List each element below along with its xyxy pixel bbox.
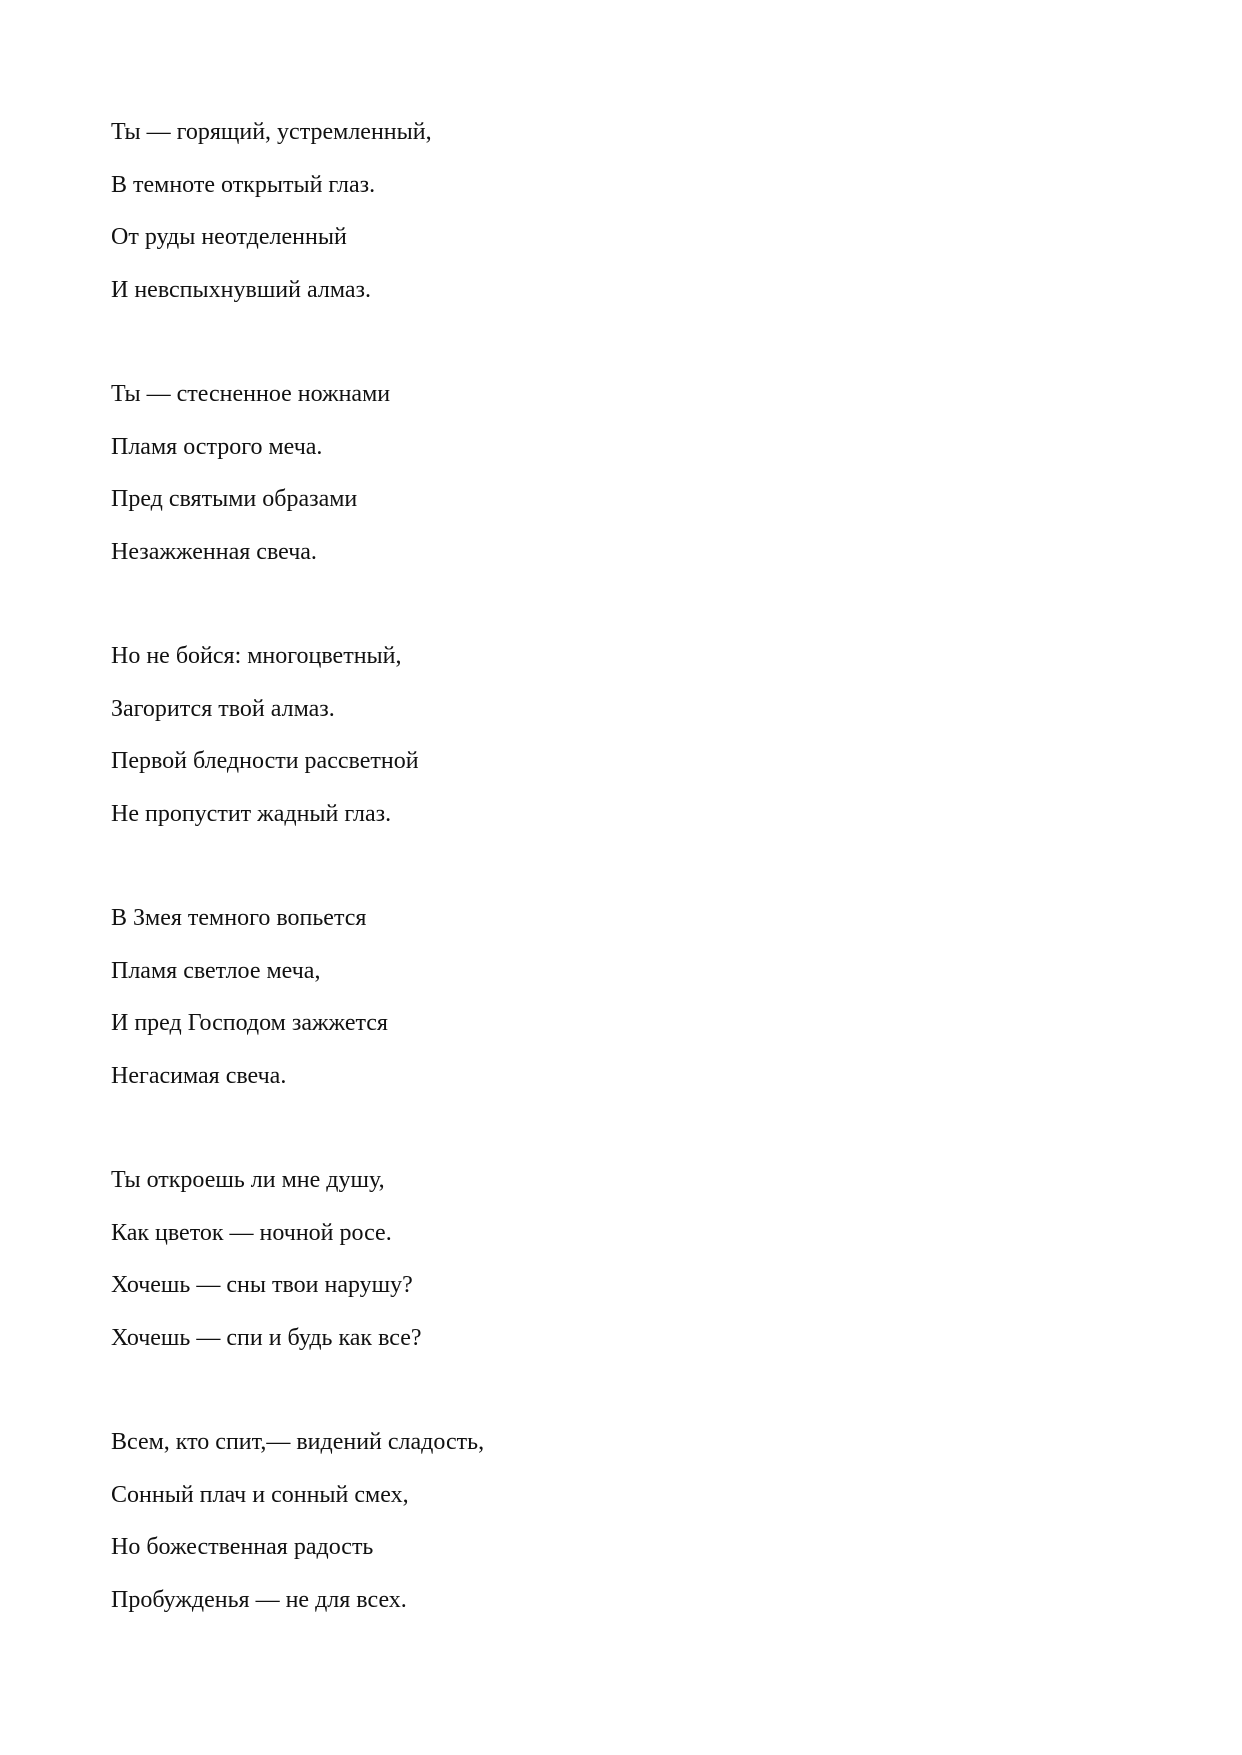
- poem-line: Всем, кто спит,— видений сладость,: [111, 1429, 485, 1455]
- poem-line: Пламя светлое меча,: [111, 957, 321, 984]
- poem-line: Пред святыми образами: [111, 486, 358, 512]
- poem-line: Пробужденья — не для всех.: [111, 1586, 407, 1613]
- stanza-3: [111, 630, 1111, 840]
- poem-line: Но не бойся: многоцветный,: [111, 643, 402, 669]
- poem-line: Хочешь — сны твои нарушу?: [111, 1272, 413, 1298]
- poem-line: Ты — горящий, устремленный,: [111, 119, 432, 145]
- stanza-5: [111, 1154, 1111, 1364]
- poem-line: Загорится твой алмаз.: [111, 695, 335, 722]
- stanza-6: [111, 1416, 1111, 1626]
- stanza-2: [111, 368, 1111, 578]
- poem-line: Ты — стесненное ножнами: [111, 381, 391, 407]
- poem-line: Но божественная радость: [111, 1534, 374, 1560]
- stanza-4: [111, 892, 1111, 1102]
- poem-line: Незажженная свеча.: [111, 538, 317, 565]
- poem-line: Как цветок — ночной росе.: [111, 1219, 392, 1246]
- poem-line: В Змея темного вопьется: [111, 905, 367, 931]
- poem-line: Первой бледности рассветной: [111, 748, 419, 774]
- stanza-1: [111, 106, 1111, 316]
- poem-line: Негасимая свеча.: [111, 1062, 287, 1089]
- poem-line: И невспыхнувший алмаз.: [111, 276, 371, 303]
- poem-line: От руды неотделенный: [111, 224, 347, 250]
- poem-line: Хочешь — спи и будь как все?: [111, 1324, 422, 1351]
- poem-body: [111, 106, 1111, 1678]
- poem-line: Пламя острого меча.: [111, 433, 323, 460]
- poem-line: Сонный плач и сонный смех,: [111, 1481, 409, 1508]
- poem-line: В темноте открытый глаз.: [111, 171, 376, 198]
- poem-line: Не пропустит жадный глаз.: [111, 800, 392, 827]
- poem-line: Ты откроешь ли мне душу,: [111, 1167, 385, 1193]
- poem-line: И пред Господом зажжется: [111, 1010, 388, 1036]
